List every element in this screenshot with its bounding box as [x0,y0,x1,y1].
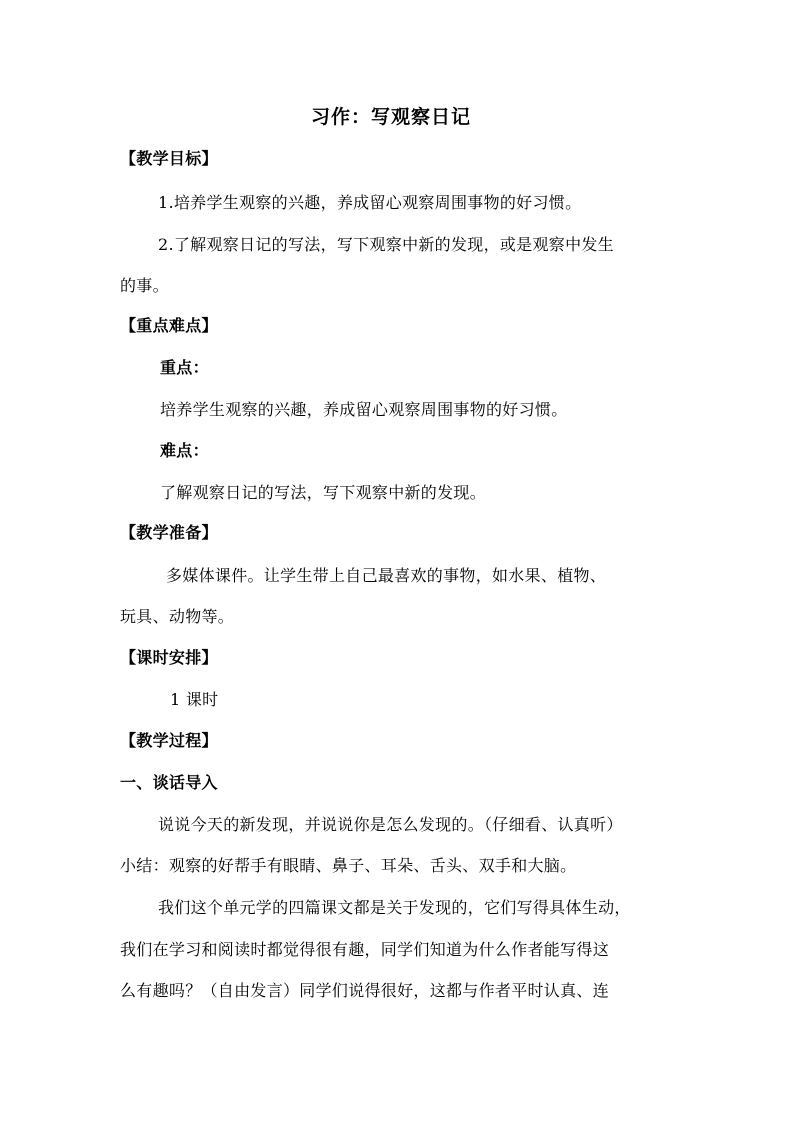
preparation-line-2: 玩具、动物等。 [120,607,235,626]
key-text: 培养学生观察的兴趣，养成留心观察周围事物的好习惯。 [160,400,568,419]
section-heading-key-points: 【重点难点】 [120,316,218,335]
preparation-line-1: 多媒体课件。让学生带上自己最喜欢的事物，如水果、植物、 [166,566,607,585]
difficulty-label: 难点： [160,441,209,460]
difficulty-text: 了解观察日记的写法，写下观察中新的发现。 [160,483,487,502]
section-heading-schedule: 【课时安排】 [120,648,218,667]
goal-item-2-line-1: 2.了解观察日记的写法，写下观察中新的发现，或是观察中发生 [158,235,614,254]
process-paragraph-3-line-2: 我们在学习和阅读时都觉得很有趣，同学们知道为什么作者能写得这 [120,940,610,959]
section-heading-process: 【教学过程】 [120,731,218,750]
process-paragraph-1: 说说今天的新发现，并说说你是怎么发现的。（仔细看、认真听） [158,815,623,834]
process-paragraph-3-line-1: 我们这个单元学的四篇课文都是关于发现的，它们写得具体生动， [158,898,631,917]
process-paragraph-3-line-3: 么有趣吗？（自由发言）同学们说得很好，这都与作者平时认真、连 [120,981,610,1000]
process-paragraph-2: 小结：观察的好帮手有眼睛、鼻子、耳朵、舌头、双手和大脑。 [120,856,577,875]
process-part-1-heading: 一、谈话导入 [120,773,218,792]
section-heading-goals: 【教学目标】 [120,149,218,168]
page-title: 习作：写观察日记 [311,106,472,128]
key-label: 重点： [160,358,209,377]
goal-item-1: 1.培养学生观察的兴趣，养成留心观察周围事物的好习惯。 [158,193,582,212]
schedule-text: 1 课时 [170,690,219,709]
goal-item-2-line-2: 的事。 [120,276,169,295]
section-heading-preparation: 【教学准备】 [120,523,218,542]
